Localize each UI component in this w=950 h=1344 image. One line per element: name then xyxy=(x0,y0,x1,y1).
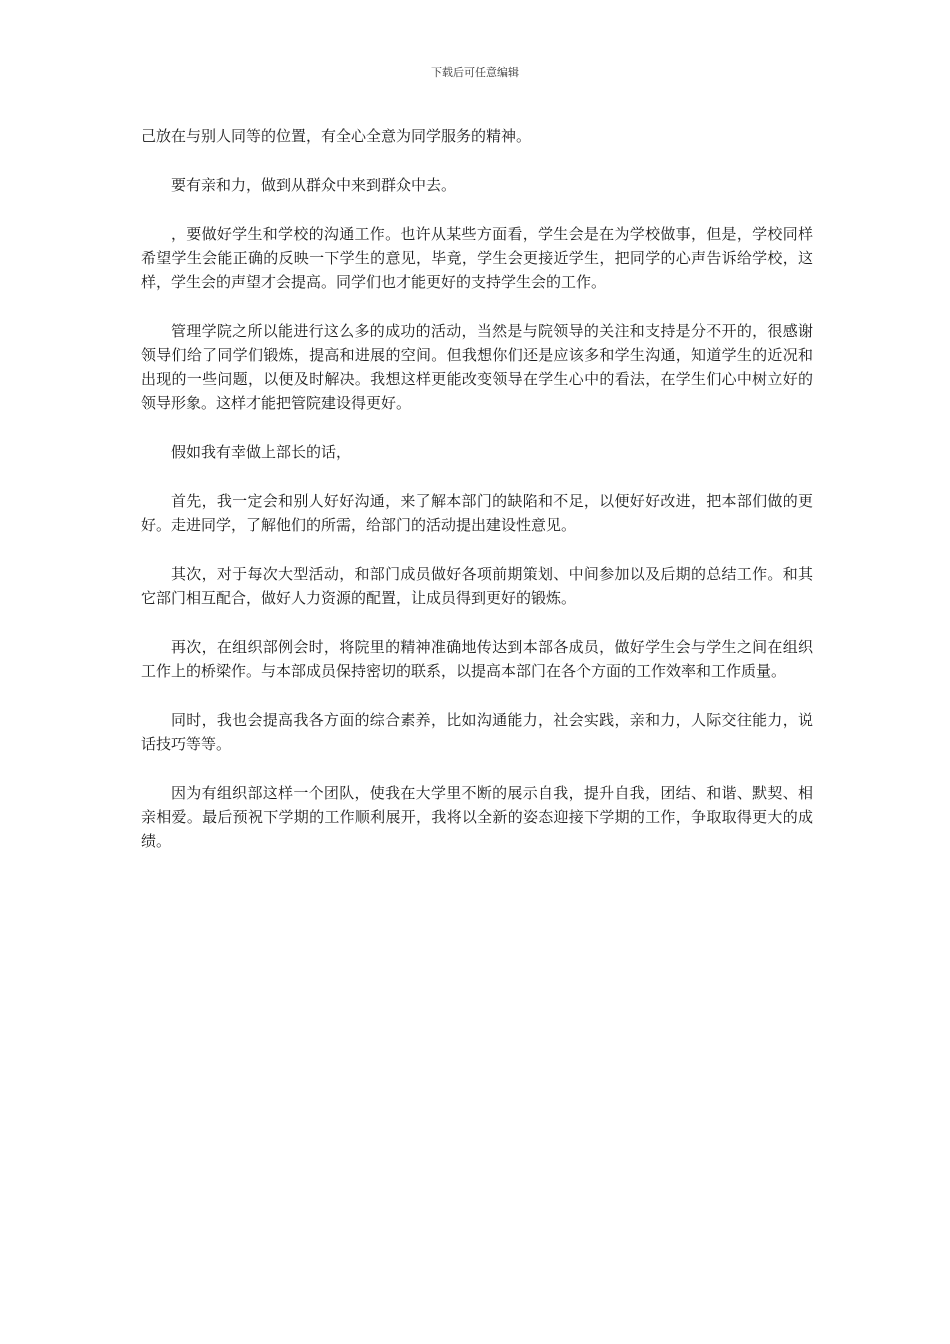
paragraph: ，要做好学生和学校的沟通工作。也许从某些方面看，学生会是在为学校做事，但是，学校同样希望学生会能正确的反映一下学生的意见，毕竟，学生会更接近学生，把同学的心声告诉给学校，这样，学生会的声望才会提高。同学们也才能更好的支持学生会的工作。 xyxy=(141,225,813,291)
paragraph: 再次，在组织部例会时，将院里的精神准确地传达到本部各成员，做好学生会与学生之间在组织工作上的桥梁作。与本部成员保持密切的联系，以提高本部门在各个方面的工作效率和工作质量。 xyxy=(141,638,813,680)
paragraph: 己放在与别人同等的位置，有全心全意为同学服务的精神。 xyxy=(141,127,532,145)
paragraph: 其次，对于每次大型活动，和部门成员做好各项前期策划、中间参加以及后期的总结工作。和其它部门相互配合，做好人力资源的配置，让成员得到更好的锻炼。 xyxy=(141,565,813,607)
document-body xyxy=(141,124,813,878)
page-header: 下载后可任意编辑 xyxy=(431,66,519,79)
paragraph: 假如我有幸做上部长的话， xyxy=(171,443,352,461)
paragraph: 首先，我一定会和别人好好沟通，来了解本部门的缺陷和不足，以便好好改进，把本部们做的更好。走进同学，了解他们的所需，给部门的活动提出建设性意见。 xyxy=(141,492,813,534)
paragraph: 因为有组织部这样一个团队，使我在大学里不断的展示自我，提升自我，团结、和谐、默契、相亲相爱。最后预祝下学期的工作顺利展开，我将以全新的姿态迎接下学期的工作，争取取得更大的成绩。 xyxy=(141,784,813,850)
paragraph: 要有亲和力，做到从群众中来到群众中去。 xyxy=(171,176,457,194)
paragraph: 管理学院之所以能进行这么多的成功的活动，当然是与院领导的关注和支持是分不开的，很感谢领导们给了同学们锻炼，提高和进展的空间。但我想你们还是应该多和学生沟通，知道学生的近况和出现的一些问题，以便及时解决。我想这样更能改变领导在学生心中的看法，在学生们心中树立好的领导形象。这样才能把管院建设得更好。 xyxy=(141,322,813,412)
paragraph: 同时，我也会提高我各方面的综合素养，比如沟通能力，社会实践，亲和力，人际交往能力，说话技巧等等。 xyxy=(141,711,813,753)
